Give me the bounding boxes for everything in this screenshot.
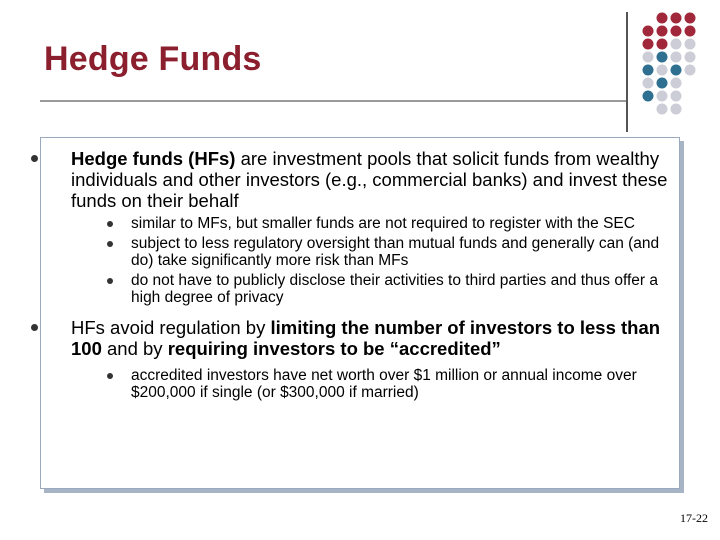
- decorative-dot: [657, 104, 668, 115]
- decorative-dot: [643, 26, 654, 37]
- page-number: 17-22: [680, 511, 708, 525]
- sub-bullet-text: subject to less regulatory oversight than mutual funds and generally can (and do) take significantly more risk than MFs: [131, 234, 660, 269]
- bullet-text-bold-run: Hedge funds (HFs): [71, 148, 236, 169]
- bullet-dot: [31, 324, 38, 331]
- sub-bullet-text: do not have to publicly disclose their activities to third parties and thus offer a high degree of privacy: [131, 271, 659, 306]
- decorative-dot: [657, 26, 668, 37]
- vertical-divider: [626, 12, 628, 132]
- decorative-dot-grid: [640, 12, 720, 122]
- decorative-dot: [657, 91, 668, 102]
- sub-bullet-list: [71, 367, 681, 402]
- slide-title: Hedge Funds: [44, 40, 262, 78]
- decorative-dot: [685, 65, 696, 76]
- bullet-dot: [31, 155, 38, 162]
- bullet-text-run: and by: [101, 337, 168, 359]
- bullet-text: [71, 317, 676, 359]
- decorative-dot: [671, 52, 682, 63]
- decorative-dot: [643, 52, 654, 63]
- decorative-dot: [671, 13, 682, 24]
- bullet-text-bold-run: limiting the number of investors to less than 100: [71, 316, 661, 359]
- decorative-dot: [685, 13, 696, 24]
- decorative-dot: [685, 52, 696, 63]
- sub-bullet-item: [71, 235, 681, 270]
- sub-bullet-item: [71, 215, 681, 233]
- decorative-dot: [657, 65, 668, 76]
- decorative-dot: [671, 65, 682, 76]
- decorative-dot: [657, 78, 668, 89]
- sub-bullet-dot: [107, 278, 113, 284]
- content-panel: [40, 137, 680, 489]
- decorative-dot: [657, 52, 668, 63]
- decorative-dot: [657, 13, 668, 24]
- bullet-text-run: are investment pools that solicit funds from wealthy individuals and other investors (e.g., commercial banks) and invest these funds on their behalf: [71, 148, 668, 211]
- decorative-dot: [657, 39, 668, 50]
- decorative-dot: [671, 39, 682, 50]
- sub-bullet-dot: [107, 373, 113, 379]
- decorative-dot: [643, 39, 654, 50]
- decorative-dot: [685, 39, 696, 50]
- decorative-dot: [643, 78, 654, 89]
- decorative-dot: [671, 26, 682, 37]
- decorative-dot: [671, 78, 682, 89]
- decorative-dot: [643, 91, 654, 102]
- bullet-text-run: HFs avoid regulation by: [71, 316, 271, 338]
- decorative-dot: [685, 26, 696, 37]
- sub-bullet-text: similar to MFs, but smaller funds are not required to register with the SEC: [131, 215, 635, 232]
- bullet-item-2: [41, 317, 681, 402]
- sub-bullet-item: [71, 272, 681, 307]
- decorative-dot: [671, 91, 682, 102]
- bullet-list: [41, 148, 681, 412]
- decorative-dot: [643, 65, 654, 76]
- bullet-item-1: [41, 148, 681, 307]
- decorative-dot: [671, 104, 682, 115]
- sub-bullet-dot: [107, 241, 113, 247]
- sub-bullet-item: [71, 367, 681, 402]
- sub-bullet-dot: [107, 221, 113, 227]
- sub-bullet-text: accredited investors have net worth over $1 million or annual income over $200,000 if single (or $300,000 if married): [131, 366, 637, 401]
- bullet-text-bold-run: requiring investors to be “accredited”: [167, 337, 501, 359]
- sub-bullet-list: [71, 215, 681, 307]
- bullet-text: [71, 148, 676, 211]
- title-divider: [40, 100, 626, 102]
